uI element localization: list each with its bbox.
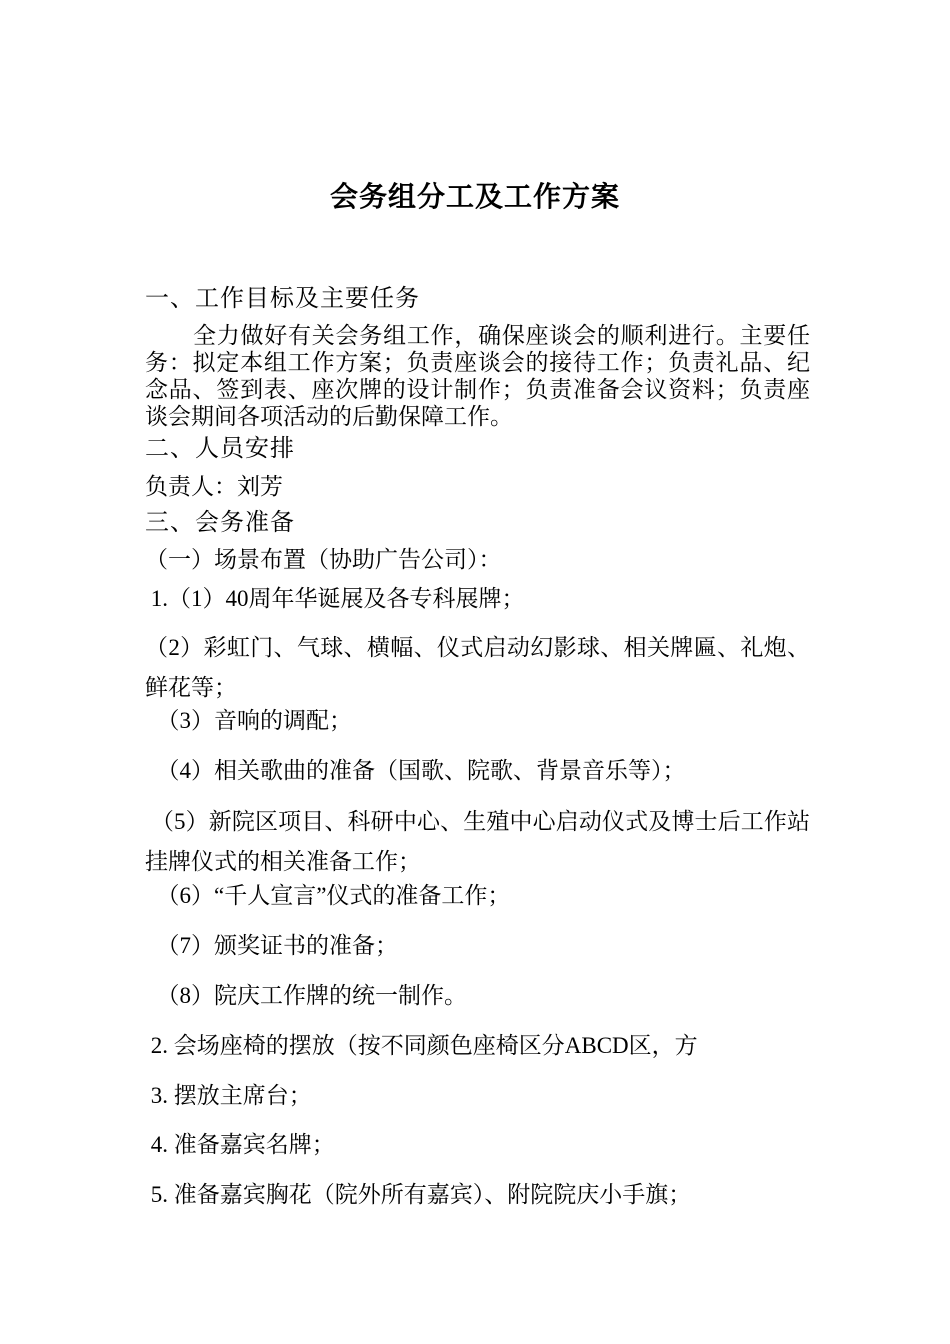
list-item: 4. 准备嘉宾名牌； <box>145 1132 335 1157</box>
list-item: 3. 摆放主席台； <box>145 1083 312 1108</box>
section-heading-goals: 一、工作目标及主要任务 <box>145 286 420 312</box>
list-item: （4）相关歌曲的准备（国歌、院歌、背景音乐等）； <box>145 758 686 783</box>
list-item: （8）院庆工作牌的统一制作。 <box>145 983 467 1008</box>
list-item: （5）新院区项目、科研中心、生殖中心启动仪式及博士后工作站挂牌仪式的相关准备工作； <box>145 809 811 874</box>
list-item: 5. 准备嘉宾胸花（院外所有嘉宾）、附院院庆小手旗； <box>145 1182 692 1207</box>
list-item: 1.（1）40周年华诞展及各专科展牌； <box>145 586 525 611</box>
section-heading-staff: 二、人员安排 <box>145 436 295 462</box>
person-in-charge: 负责人：刘芳 <box>145 474 283 499</box>
sub-heading-scene-setup: （一）场景布置（协助广告公司）： <box>145 547 502 572</box>
list-item: （3）音响的调配； <box>145 708 352 733</box>
list-item: （7）颁奖证书的准备； <box>145 933 398 958</box>
section-body-goals: 全力做好有关会务组工作，确保座谈会的顺利进行。主要任务：拟定本组工作方案；负责座谈会的接待工作；负责礼品、纪念品、签到表、座次牌的设计制作；负责准备会议资料；负责座谈会期间各项活动的后勤保障工作。 <box>145 323 810 429</box>
list-item: （2）彩虹门、气球、横幅、仪式启动幻影球、相关牌匾、礼炮、鲜花等； <box>145 635 810 700</box>
section-heading-preparation: 三、会务准备 <box>145 510 295 536</box>
document-title: 会务组分工及工作方案 <box>329 182 620 213</box>
list-item: 2. 会场座椅的摆放（按不同颜色座椅区分ABCD区，方 <box>145 1033 698 1058</box>
list-item: （6）“千人宣言”仪式的准备工作； <box>145 883 511 908</box>
